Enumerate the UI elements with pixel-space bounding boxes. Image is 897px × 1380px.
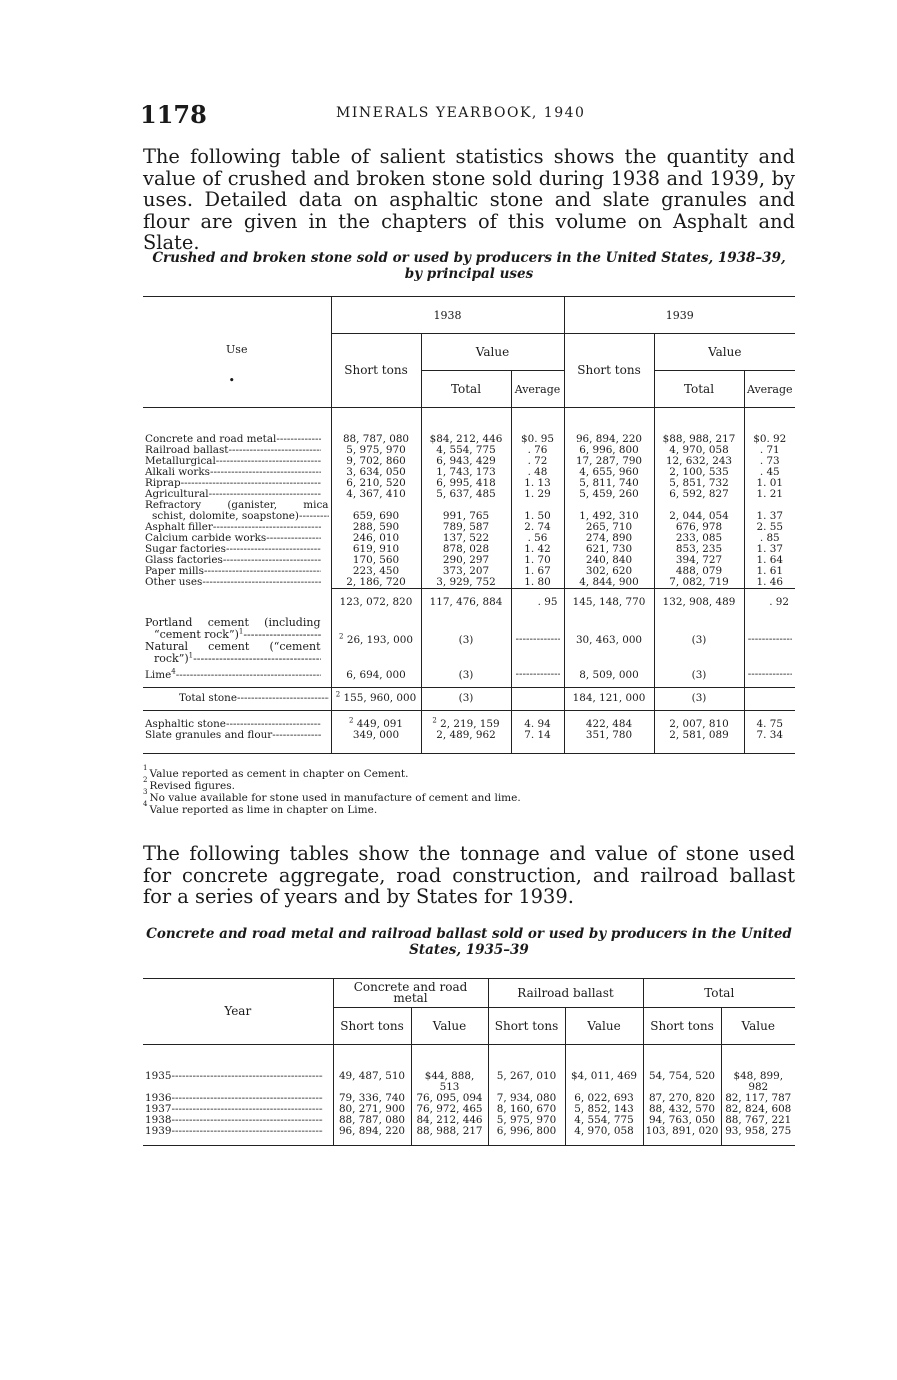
footnote: $^4$ Value reported as lime in chapter on Lime.	[143, 800, 378, 816]
row-label: Agricultural -----	[143, 489, 331, 500]
table-row: Riprap ----- 6, 210, 520 6, 995, 418 1. 13 5, 811, 740 5, 851, 732 1. 01	[143, 478, 795, 489]
col-header-total-1938: Total	[421, 371, 511, 408]
table-row: 1936 ----- 79, 336, 740 76, 095, 094 7, 934, 080 6, 022, 693 87, 270, 820 82, 117, 787	[143, 1093, 795, 1104]
row-label: Glass factories -----	[143, 555, 331, 566]
col-header-value-1938: Value	[421, 334, 564, 371]
table1-refractory-body	[143, 500, 795, 522]
table1-caption	[143, 250, 795, 282]
crushed-stone-table	[143, 296, 795, 754]
table-row: Railroad ballast ----- 5, 975, 970 4, 554, 775 . 76 6, 996, 800 4, 970, 058 . 71	[143, 445, 795, 456]
slate-row: Slate granules and flour ----- 349, 000 2, 489, 962 7. 14 351, 780 2, 581, 089 7. 34	[143, 730, 795, 754]
row-label: 1938 -----	[143, 1115, 333, 1126]
table-row: Refractory (ganister, mica	[143, 500, 795, 511]
concrete-ballast-table	[143, 978, 795, 1146]
table2-body	[143, 1045, 795, 1146]
row-label: Asphalt filler -----	[143, 522, 331, 533]
second-paragraph: The following tables show the tonnage and value of stone used for concrete aggregate, road construction, and railroad ballast for a series of years and by States for 1939.	[143, 842, 795, 908]
table-row: Glass factories ----- 170, 560 290, 297 1. 70 240, 840 394, 727 1. 64	[143, 555, 795, 566]
table-row: Asphalt filler ----- 288, 590 789, 587 2. 74 265, 710 676, 978 2. 55	[143, 522, 795, 533]
row-label: 1939 -----	[143, 1126, 333, 1146]
footnote: $^3$ No value available for stone used in manufacture of cement and lime.	[143, 788, 521, 804]
table-row: 1938 ----- 88, 787, 080 84, 212, 446 5, 975, 970 4, 554, 775 94, 763, 050 88, 767, 221	[143, 1115, 795, 1126]
col-header-use: Use •	[226, 343, 248, 387]
table1-uses-body-2	[143, 522, 795, 589]
row-label: 1936 -----	[143, 1093, 333, 1104]
table1-uses-body	[143, 408, 795, 501]
col-header-1938: 1938	[331, 297, 564, 334]
col-header-value: Value	[721, 1008, 795, 1045]
col-header-value-1939: Value	[654, 334, 795, 371]
table-row: Paper mills ----- 223, 450 373, 207 1. 67 302, 620 488, 079 1. 61	[143, 566, 795, 577]
table1-caption-line2: by principal uses	[404, 266, 534, 282]
table2-caption	[143, 926, 795, 958]
col-header-short-tons: Short tons	[333, 1008, 411, 1045]
table-row: 1937 ----- 80, 271, 900 76, 972, 465 8, 160, 670 5, 852, 143 88, 432, 570 82, 824, 608	[143, 1104, 795, 1115]
intro-paragraph: The following table of salient statistics shows the quantity and value of crushed and broken stone sold during 1938 and 1939, by uses. Detailed data on asphaltic stone and slate granules and flour are given in the chapters of this volume on Asphalt and Slate.	[143, 145, 795, 254]
col-header-value: Value	[565, 1008, 643, 1045]
lime-row: Lime$^4$ ----- 6, 694, 000 (3) ----- 8, 509, 000 (3) -----	[143, 665, 795, 688]
row-label: Paper mills -----	[143, 566, 331, 577]
col-header-short-tons: Short tons	[643, 1008, 721, 1045]
table-row: Agricultural ----- 4, 367, 410 5, 637, 485 1. 29 5, 459, 260 6, 592, 827 1. 21	[143, 489, 795, 500]
table-row: Concrete and road metal ----- 88, 787, 080 $84, 212, 446 $0. 95 96, 894, 220 $88, 988, 217 $0. 92	[143, 408, 795, 446]
col-header-year: Year	[224, 1004, 252, 1018]
footnotes	[143, 764, 795, 816]
table-row: 1939 ----- 96, 894, 220 88, 988, 217 6, 996, 800 4, 970, 058 103, 891, 020 93, 958, 275	[143, 1126, 795, 1146]
table1-asphalt-body	[143, 710, 795, 753]
row-label: Alkali works -----	[143, 467, 331, 478]
table1-total-body	[143, 687, 795, 710]
row-label: Sugar factories -----	[143, 544, 331, 555]
col-header-average-1938: Average	[511, 371, 564, 408]
table1-header-row-1	[143, 297, 795, 334]
col-header-total-1939: Total	[654, 371, 744, 408]
row-label: Metallurgical -----	[143, 456, 331, 467]
total-stone-row: Total stone ----- $^2$ 155, 960, 000 (3) 184, 121, 000 (3)	[143, 687, 795, 710]
col-header-short-tons: Short tons	[488, 1008, 565, 1045]
table-row: Sugar factories ----- 619, 910 878, 028 1. 42 621, 730 853, 235 1. 37	[143, 544, 795, 555]
page-number: 1178	[140, 100, 207, 129]
row-label: Calcium carbide works -----	[143, 533, 331, 544]
col-header-short-tons-1938: Short tons	[331, 334, 421, 408]
col-header-concrete: Concrete and road metal	[333, 979, 488, 1008]
cement-row: Portland cement (including “cement rock”)$^1$ ----- Natural cement (“cement rock”)$^1$ ----- $^2$ 26, 193, 000 (3) ----- 30, 463, 000 (3) -----	[143, 617, 795, 665]
col-header-value: Value	[411, 1008, 488, 1045]
footnote: $^1$ Value reported as cement in chapter on Cement.	[143, 764, 409, 780]
row-label: Railroad ballast -----	[143, 445, 331, 456]
table2-caption-line1: Concrete and road metal and railroad ballast sold or used by producers in the United	[146, 926, 792, 942]
row-label: Other uses -----	[143, 577, 331, 589]
subtotal-row: 123, 072, 820 117, 476, 884 . 95 145, 148, 770 132, 908, 489 . 92	[143, 589, 795, 617]
table2-caption-line2: States, 1935–39	[409, 942, 529, 958]
table-row: Metallurgical ----- 9, 702, 860 6, 943, 429 . 72 17, 287, 790 12, 632, 243 . 73	[143, 456, 795, 467]
running-title: MINERALS YEARBOOK, 1940	[336, 105, 586, 121]
page-header	[140, 100, 795, 130]
footnote: $^2$ Revised figures.	[143, 776, 235, 792]
row-label: 1937 -----	[143, 1104, 333, 1115]
col-header-short-tons-1939: Short tons	[564, 334, 654, 408]
table-row: Alkali works ----- 3, 634, 050 1, 743, 173 . 48 4, 655, 960 2, 100, 535 . 45	[143, 467, 795, 478]
col-header-average-1939: Average	[744, 371, 795, 408]
table1-subtotal-body	[143, 589, 795, 688]
table-row: 1935 ----- 49, 487, 510 $44, 888, 513 5, 267, 010 $4, 011, 469 54, 754, 520 $48, 899, 982	[143, 1045, 795, 1094]
table1-caption-line1: Crushed and broken stone sold or used by producers in the United States, 1938–39,	[152, 250, 786, 266]
table-row: Calcium carbide works ----- 246, 010 137, 522 . 56 274, 890 233, 085 . 85	[143, 533, 795, 544]
row-label: 1935 -----	[143, 1045, 333, 1094]
col-header-1939: 1939	[564, 297, 795, 334]
table2-header-row-1	[143, 979, 795, 1008]
row-label: Riprap -----	[143, 478, 331, 489]
row-label: Concrete and road metal -----	[143, 408, 331, 446]
asphaltic-row: Asphaltic stone ----- $^2$ 449, 091 $^2$ 2, 219, 159 4. 94 422, 484 2, 007, 810 4. 75	[143, 710, 795, 730]
table-row: schist, dolomite, soapstone) ----- 659, 690 991, 765 1. 50 1, 492, 310 2, 044, 054 1. 37	[143, 511, 795, 522]
table-row: Other uses ----- 2, 186, 720 3, 929, 752 1. 80 4, 844, 900 7, 082, 719 1. 46	[143, 577, 795, 589]
col-header-total: Total	[643, 979, 795, 1008]
col-header-railroad: Railroad ballast	[488, 979, 643, 1008]
